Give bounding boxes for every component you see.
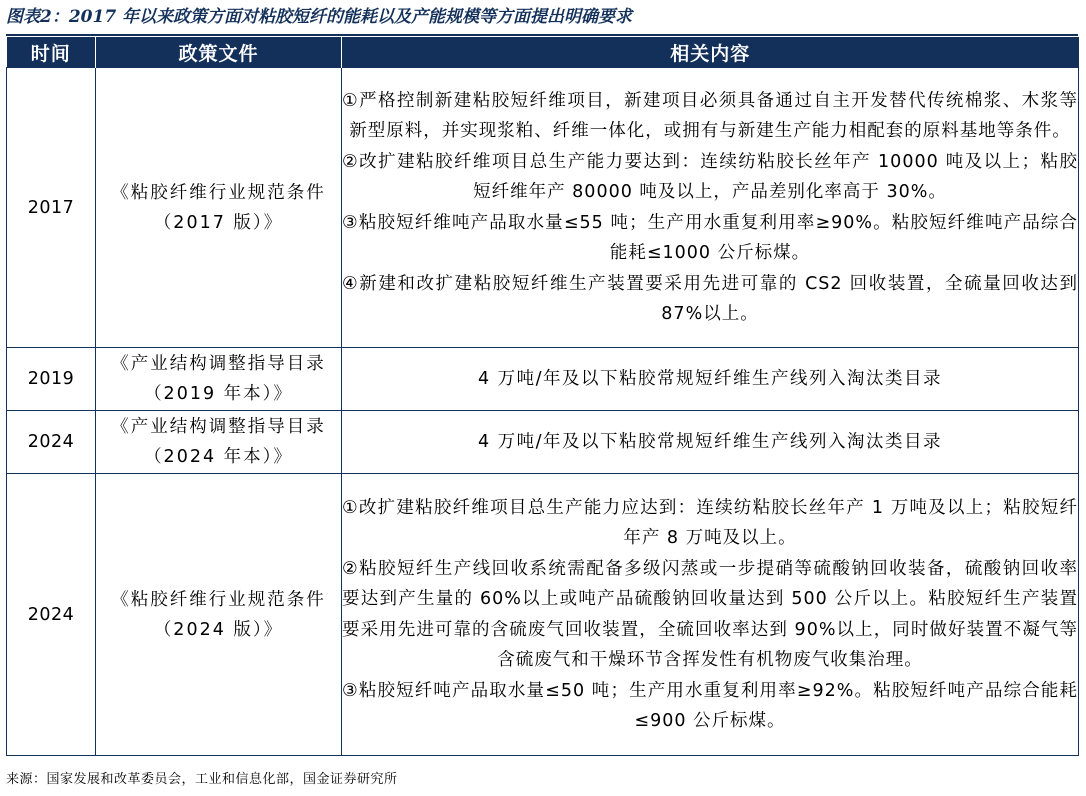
table-row [7,348,1079,411]
row-content [342,474,1079,756]
table-header-row [7,37,1079,68]
content-item: ④新建和改扩建粘胶短纤维生产装置要采用先进可靠的 CS2 回收装置，全硫量回收达到 87%以上。 [342,273,1078,324]
row-document: 《粘胶纤维行业规范条件（2017 版）》 [96,68,342,348]
row-year: 2019 [7,348,96,411]
table-row [7,474,1079,756]
source-note: 来源：国家发展和改革委员会，工业和信息化部，国金证券研究所 [6,772,398,787]
content-item: 4 万吨/年及以下粘胶常规短纤维生产线列入淘汰类目录 [477,432,943,452]
content-item: 4 万吨/年及以下粘胶常规短纤维生产线列入淘汰类目录 [477,369,943,389]
row-year: 2024 [7,474,96,756]
header-related-content: 相关内容 [342,37,1079,68]
row-content [342,68,1079,348]
content-item: ③粘胶短纤吨产品取水量≤50 吨；生产用水重复利用率≥92%。粘胶短纤吨产品综合能耗≤900 公斤标煤。 [342,680,1078,731]
content-item: ②改扩建粘胶纤维项目总生产能力要达到：连续纺粘胶长丝年产 10000 吨及以上；粘胶短纤维年产 80000 吨及以上，产品差别化率高于 30%。 [342,151,1078,202]
row-content [342,348,1079,411]
content-item: ③粘胶短纤维吨产品取水量≤55 吨；生产用水重复利用率≥90%。粘胶短纤维吨产品综合能耗≤1000 公斤标煤。 [342,212,1078,263]
row-document: 《产业结构调整指导目录（2019 年本）》 [96,348,342,411]
policy-table [6,37,1079,756]
header-time: 时间 [7,37,96,68]
row-year: 2017 [7,68,96,348]
row-content [342,411,1079,474]
row-year: 2024 [7,411,96,474]
content-item: ②粘胶短纤生产线回收系统需配备多级闪蒸或一步提硝等硫酸钠回收装备，硫酸钠回收率要达到产生量的 60%以上或吨产品硫酸钠回收量达到 500 公斤以上。粘胶短纤生产装置要采用先进可靠的含硫废气回收装置，全硫回收率达到 90%以上，同时做好装置不凝气等含硫废气和干燥环节含挥发性有机物废气收集治理。 [342,558,1078,670]
figure-title: 图表2：2017 年以来政策方面对粘胶短纤的能耗以及产能规模等方面提出明确要求 [6,7,633,27]
header-policy-document: 政策文件 [96,37,342,68]
content-item: ①严格控制新建粘胶短纤维项目，新建项目必须具备通过自主开发替代传统棉浆、木浆等新型原料，并实现浆粕、纤维一体化，或拥有与新建生产能力相配套的原料基地等条件。 [342,90,1078,141]
table-row [7,68,1079,348]
row-document: 《粘胶纤维行业规范条件（2024 版）》 [96,474,342,756]
content-item: ①改扩建粘胶纤维项目总生产能力应达到：连续纺粘胶长丝年产 1 万吨及以上；粘胶短纤年产 8 万吨及以上。 [342,497,1078,548]
row-document: 《产业结构调整指导目录（2024 年本）》 [96,411,342,474]
table-row [7,411,1079,474]
title-rule [6,34,1078,36]
